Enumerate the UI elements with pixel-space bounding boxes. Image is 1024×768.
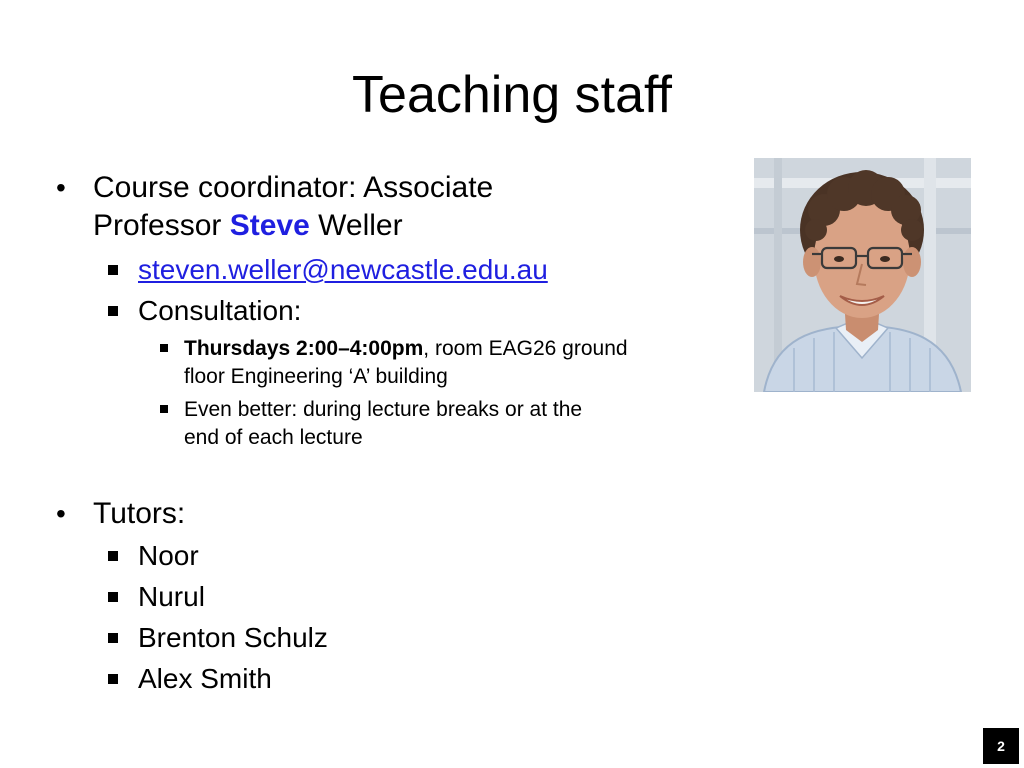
- consultation-times-item: [184, 335, 724, 391]
- consultation-better-line2: end of each lecture: [184, 426, 363, 449]
- tutor-name: Alex Smith: [138, 663, 272, 694]
- consultation-item: [138, 293, 718, 329]
- square-bullet-icon: [108, 265, 118, 275]
- email-item: [138, 252, 718, 288]
- tutor-name: Brenton Schulz: [138, 622, 328, 653]
- square-bullet-icon: [108, 674, 118, 684]
- round-bullet-icon: •: [56, 172, 66, 203]
- square-bullet-icon: [108, 306, 118, 316]
- consultation-times-line2: floor Engineering ‘A’ building: [184, 365, 448, 388]
- slide-title: Teaching staff: [352, 66, 672, 124]
- coordinator-line2-suffix: Weller: [309, 209, 403, 242]
- square-bullet-icon: [160, 405, 168, 413]
- tutors-bullet: [56, 495, 653, 533]
- tutor-item: [138, 620, 718, 656]
- coordinator-line2-prefix: Professor: [93, 209, 230, 242]
- consultation-label: Consultation:: [138, 295, 302, 326]
- page-number: 2: [983, 728, 1019, 764]
- consultation-times-rest: , room EAG26 ground: [423, 337, 628, 360]
- portrait-photo-icon: [754, 158, 971, 392]
- square-bullet-icon: [108, 551, 118, 561]
- tutor-item: [138, 538, 718, 574]
- tutors-label: Tutors:: [93, 497, 186, 530]
- square-bullet-icon: [108, 633, 118, 643]
- coordinator-line1: Course coordinator: Associate: [93, 171, 494, 204]
- consultation-better-line1: Even better: during lecture breaks or at the: [184, 398, 583, 421]
- consultation-better-item: [184, 396, 724, 452]
- coordinator-bullet: [56, 169, 653, 245]
- consultation-times-bold: Thursdays 2:00–4:00pm: [184, 337, 424, 360]
- coordinator-first-name: Steve: [229, 209, 310, 242]
- square-bullet-icon: [108, 592, 118, 602]
- tutor-item: [138, 579, 718, 615]
- tutor-name: Nurul: [138, 581, 205, 612]
- email-link[interactable]: steven.weller@newcastle.edu.au: [138, 254, 548, 285]
- tutor-name: Noor: [138, 540, 199, 571]
- round-bullet-icon: •: [56, 498, 66, 529]
- square-bullet-icon: [160, 344, 168, 352]
- tutor-item: [138, 661, 718, 697]
